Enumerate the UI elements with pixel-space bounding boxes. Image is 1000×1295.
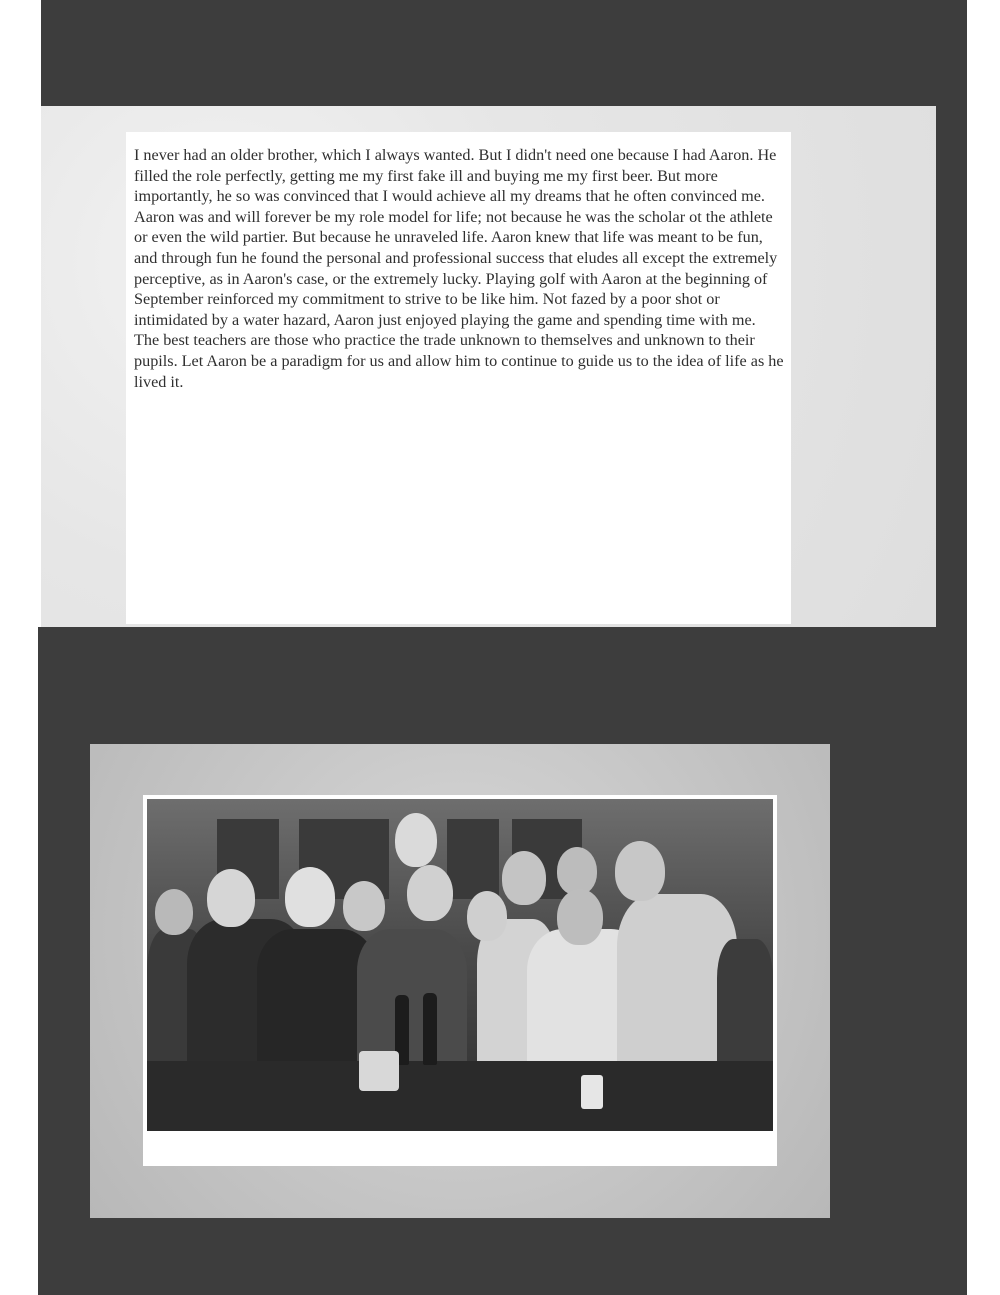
paragraph-2: Aaron was and will forever be my role model for life; not because he was the scholar ot the athlete or even the wild partier. But because he unraveled life. Aaron knew that life was meant to be fun, and through fun he found the personal and professional success that eludes all except the extremely perceptive, as in Aaron's case, or the extremely lucky. Playing golf with Aaron at the beginning of September reinforced my commitment to strive to be like him. Not fazed by a poor shot or intimidated by a water hazard, Aaron just enjoyed playing the game and spending time with me. [134,207,778,329]
paragraph-3: The best teachers are those who practice the trade unknown to themselves and unknown to their pupils. Let Aaron be a paradigm for us and allow him to continue to guide us to the idea of life as he lived it. [134,331,784,391]
person-face [407,865,453,921]
person-torso [717,939,773,1069]
curtain-center [447,819,499,899]
jar [359,1051,399,1091]
dark-background-right [936,0,967,640]
person-face [155,889,193,935]
person-face [615,841,665,901]
tribute-text [134,145,784,392]
group-photo [147,799,773,1131]
person-face [285,867,335,927]
person-face [557,847,597,895]
person-face [557,889,603,945]
person-face [467,891,507,941]
paragraph-1: I never had an older brother, which I always wanted. But I didn't need one because I had Aaron. He filled the role perfectly, getting me my first fake ill and buying me my first beer. But more importantly, he so was convinced that I would achieve all my dreams that he often convinced me. [134,146,777,206]
bar-counter [147,1061,773,1131]
person-face [502,851,546,905]
person-face [343,881,385,931]
person-face [395,813,437,867]
person-torso [357,929,467,1069]
bottle [423,993,437,1065]
person-face [207,869,255,927]
can [581,1075,603,1109]
dark-background-top [41,0,967,108]
